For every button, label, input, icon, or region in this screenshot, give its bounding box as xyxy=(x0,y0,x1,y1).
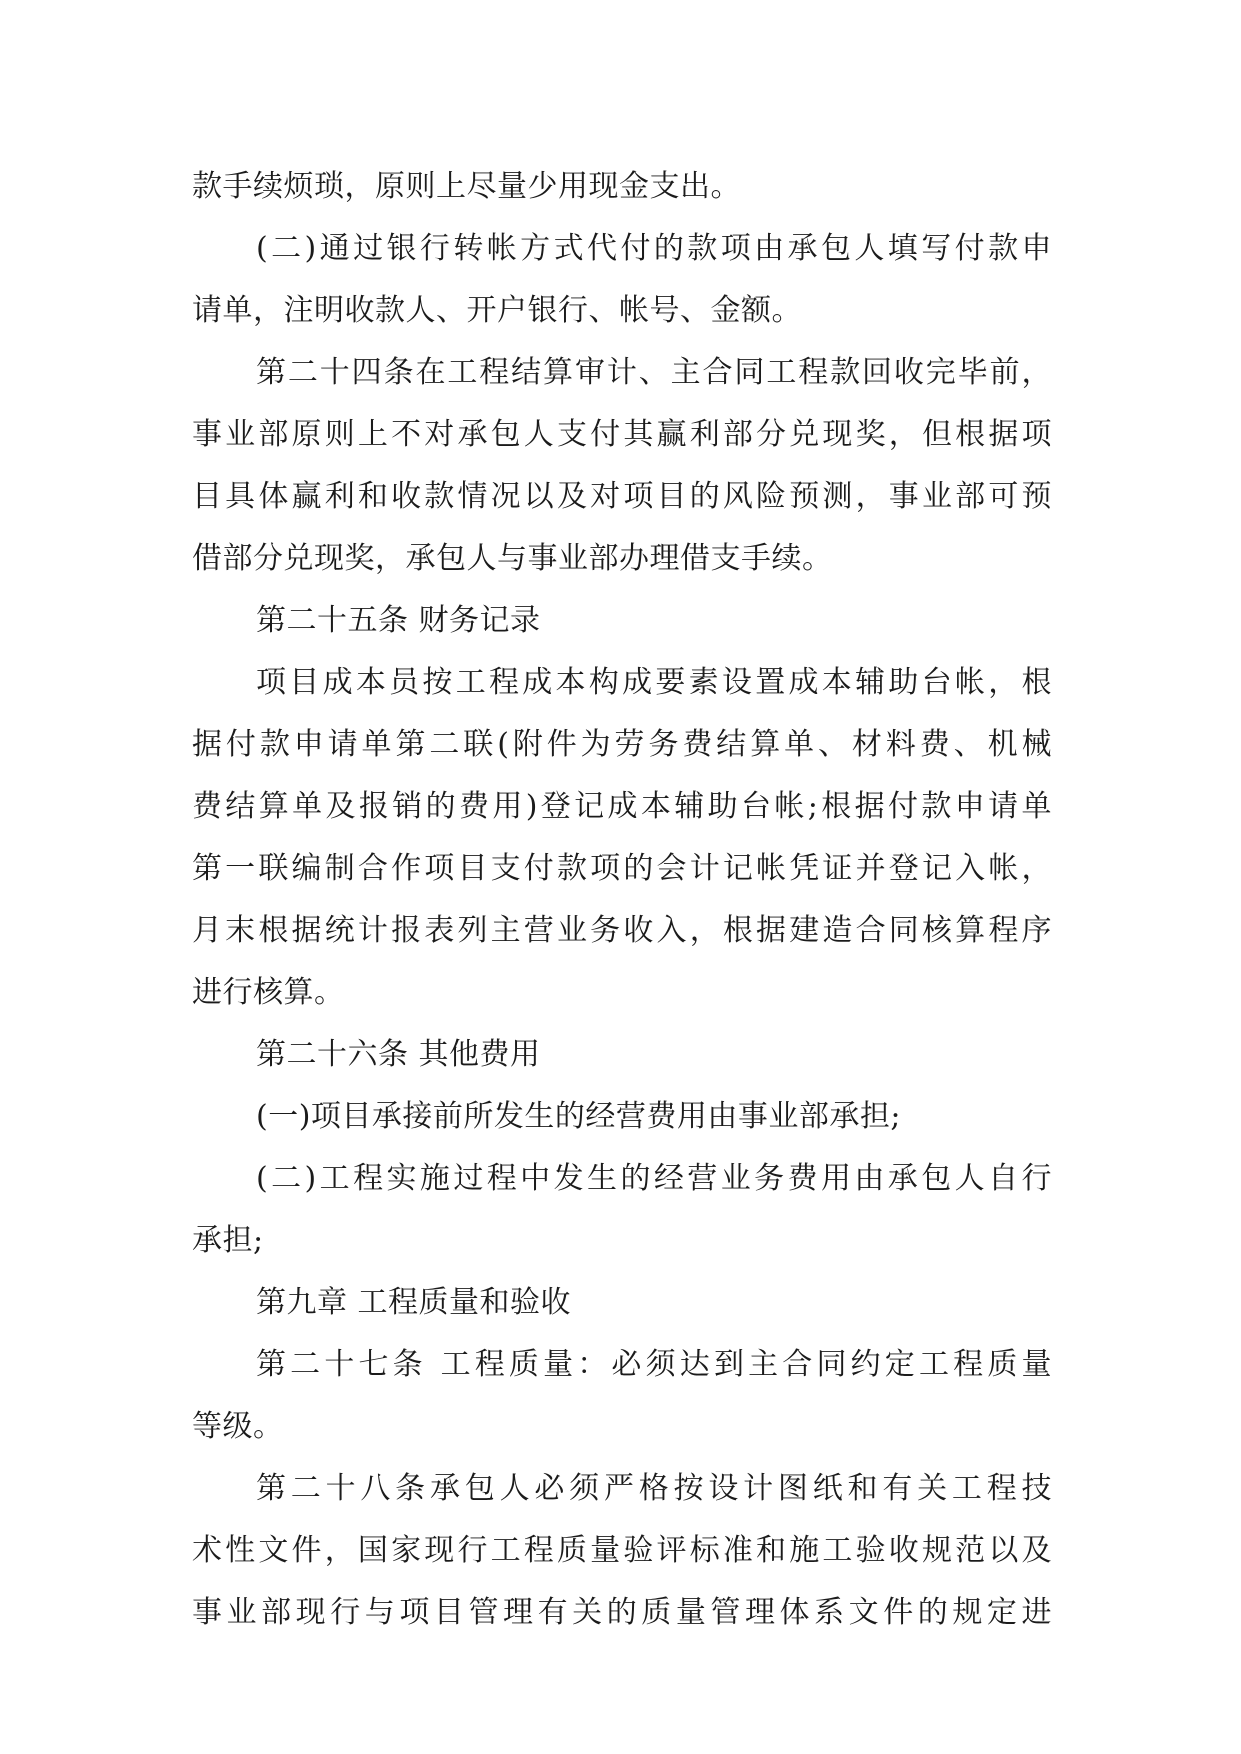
text-line: 款手续烦琐，原则上尽量少用现金支出。 xyxy=(192,169,741,204)
text-line: 事业部原则上不对承包人支付其赢利部分兑现奖，但根据项 xyxy=(192,417,1052,452)
text-line: 等级。 xyxy=(192,1409,284,1444)
text-line: 第二十六条 其他费用 xyxy=(256,1037,541,1072)
text-line: 第九章 工程质量和验收 xyxy=(256,1285,572,1320)
text-line: (一)项目承接前所发生的经营费用由事业部承担; xyxy=(256,1099,902,1134)
text-line: 费结算单及报销的费用)登记成本辅助台帐;根据付款申请单 xyxy=(192,789,1052,824)
text-line: 第二十七条 工程质量：必须达到主合同约定工程质量 xyxy=(256,1347,1052,1382)
text-line: 承担; xyxy=(192,1223,264,1258)
text-line: 事业部现行与项目管理有关的质量管理体系文件的规定进 xyxy=(192,1595,1052,1630)
text-line: 借部分兑现奖，承包人与事业部办理借支手续。 xyxy=(192,541,833,576)
text-line: 第二十五条 财务记录 xyxy=(256,603,541,638)
text-line: 第二十八条承包人必须严格按设计图纸和有关工程技 xyxy=(256,1471,1052,1506)
text-line: 据付款申请单第二联(附件为劳务费结算单、材料费、机械 xyxy=(192,727,1052,762)
text-line: 项目成本员按工程成本构成要素设置成本辅助台帐，根 xyxy=(256,665,1052,700)
text-line: 进行核算。 xyxy=(192,975,345,1010)
text-line: 目具体赢利和收款情况以及对项目的风险预测，事业部可预 xyxy=(192,479,1052,514)
document-body xyxy=(192,156,1052,1644)
text-line: 月末根据统计报表列主营业务收入，根据建造合同核算程序 xyxy=(192,913,1052,948)
text-line: (二)工程实施过程中发生的经营业务费用由承包人自行 xyxy=(256,1161,1052,1196)
text-line: 术性文件，国家现行工程质量验评标准和施工验收规范以及 xyxy=(192,1533,1052,1568)
text-line: 请单，注明收款人、开户银行、帐号、金额。 xyxy=(192,293,802,328)
text-line: 第二十四条在工程结算审计、主合同工程款回收完毕前， xyxy=(256,355,1052,390)
text-line: (二)通过银行转帐方式代付的款项由承包人填写付款申 xyxy=(256,231,1052,266)
text-line: 第一联编制合作项目支付款项的会计记帐凭证并登记入帐， xyxy=(192,851,1052,886)
